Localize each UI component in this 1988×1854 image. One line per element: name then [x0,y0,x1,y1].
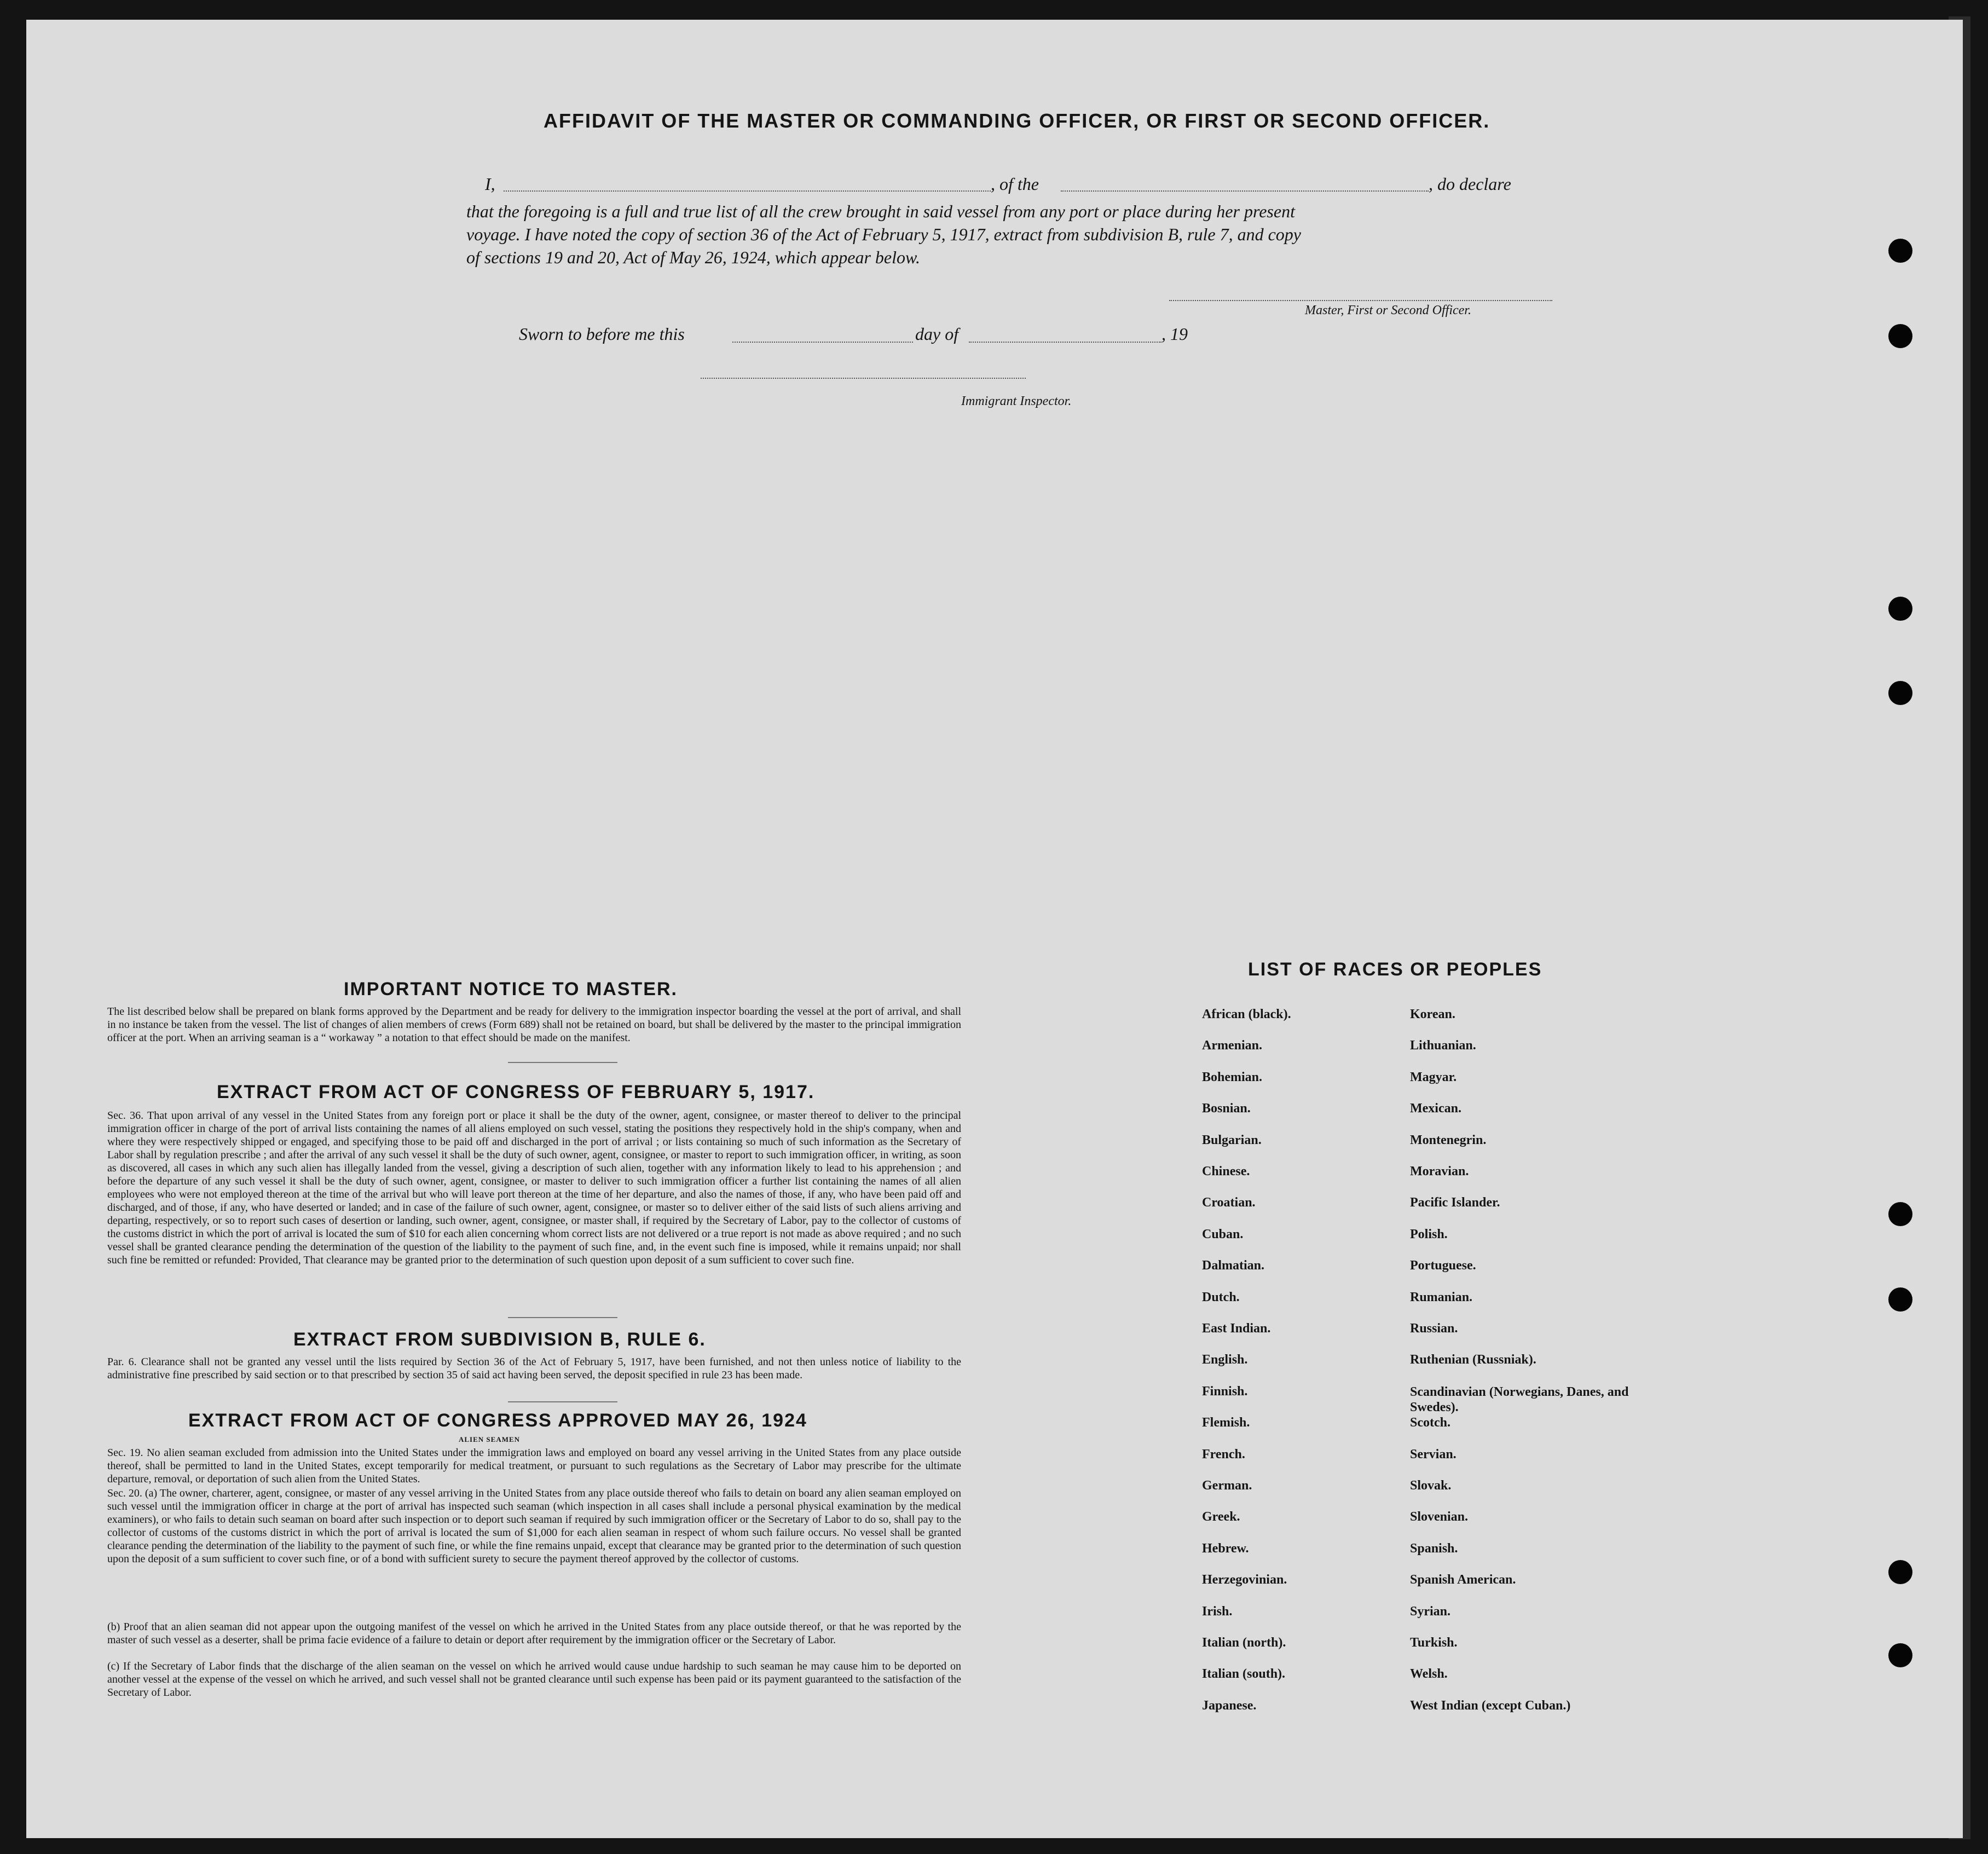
notice-title: IMPORTANT NOTICE TO MASTER. [344,979,678,1000]
extract-1924-sec19: Sec. 19. No alien seaman excluded from admission into the United States under the immigration laws and employed on board any vessel arriving in the United States from any place outside thereof, shall be permitted to land in the United States, except temporarily for medical treatment, or pursuant to such regulations as the Secretary of Labor may prescribe for the ultimate departure, removal, or deportation of such alien from the United States. [107,1447,961,1485]
race-item: Bosnian. [1202,1101,1251,1116]
binder-hole [1888,239,1912,263]
race-item: Ruthenian (Russniak). [1410,1353,1536,1367]
race-item: Herzegovinian. [1202,1573,1287,1587]
race-item: Welsh. [1410,1667,1448,1682]
race-item: German. [1202,1478,1252,1493]
race-item: Mexican. [1410,1101,1461,1116]
race-item: Polish. [1410,1227,1448,1241]
race-item: Armenian. [1202,1038,1262,1053]
affidavit-declare-label: , do declare [1429,174,1511,194]
race-item: Flemish. [1202,1416,1250,1430]
year-label: , 19 [1161,324,1188,344]
race-item: Finnish. [1202,1384,1248,1399]
race-item: Lithuanian. [1410,1038,1476,1053]
race-item: Spanish. [1410,1541,1458,1556]
race-item: Cuban. [1202,1227,1244,1241]
race-item: Scandinavian (Norwegians, Danes, and Swedes). [1410,1384,1629,1414]
affidavit-body-line-2: voyage. I have noted the copy of section 36 of the Act of February 5, 1917, extract from subdivision B, rule 7, and copy [466,224,1301,244]
race-item: Pacific Islander. [1410,1195,1500,1210]
race-item: Italian (south). [1202,1667,1286,1682]
race-item: Portuguese. [1410,1258,1476,1273]
race-item: Bulgarian. [1202,1133,1262,1147]
race-item: Irish. [1202,1604,1233,1619]
extract-1924-subtitle: ALIEN SEAMEN [459,1435,521,1443]
race-item: East Indian. [1202,1321,1271,1336]
day-of-label: day of [915,324,959,344]
extract-rule6-text: Par. 6. Clearance shall not be granted any vessel until the lists required by Section 36 of the Act of February 5, 1917, have been furnished, and not then unless notice of liability to the administrative fine prescribed by said section or to that prescribed by section 35 of said act having been served, the deposit specified in rule 23 has been made. [107,1356,961,1381]
extract-1917-title: EXTRACT FROM ACT OF CONGRESS OF FEBRUARY 5, 1917. [217,1082,815,1102]
manifest-page [26,20,1963,1838]
affidavit-body-line-3: of sections 19 and 20, Act of May 26, 1924, which appear below. [466,247,920,267]
race-item: Montenegrin. [1410,1133,1487,1147]
affidavit-of-the-label: , of the [991,174,1039,194]
inspector-signature-line [701,378,1026,379]
race-item: Slovenian. [1410,1510,1469,1524]
binder-hole [1888,681,1912,705]
affidavit-body-line-1: that the foregoing is a full and true list of all the crew brought in said vessel from any port or place during her present [466,201,1295,221]
binder-hole [1888,324,1912,348]
declarant-name-line [504,190,991,192]
race-item: Turkish. [1410,1636,1458,1650]
race-item: Chinese. [1202,1164,1250,1179]
race-item: Spanish American. [1410,1573,1516,1587]
master-signature-line [1169,300,1552,301]
sworn-day-line [732,342,913,343]
race-item: Syrian. [1410,1604,1451,1619]
race-item: Japanese. [1202,1698,1257,1713]
notice-text: The list described below shall be prepared on blank forms approved by the Department and be ready for delivery to the immigration inspector boarding the vessel at the port of arrival, and shall in no instance be taken from the vessel. The list of changes of alien members of crews (Form 689) shall not be retained on board, but shall be delivered by the master to the principal immigration officer at the port. When an arriving seaman is a “ workaway ” a notation to that effect should be made on the manifest. [107,1006,961,1044]
race-item: Slovak. [1410,1478,1452,1493]
race-item: Moravian. [1410,1164,1469,1179]
races-title: LIST OF RACES OR PEOPLES [1248,959,1542,980]
race-item: Dutch. [1202,1290,1240,1304]
extract-1924-sec20c: (c) If the Secretary of Labor finds that the discharge of the alien seaman on the vessel on which he arrived would cause undue hardship to such seaman he may cause him to be deported on another vessel at the expense of the vessel on which he arrived, and such vessel shall not be granted clearance until such expense has been paid or its payment guaranteed to the satisfaction of the Secretary of Labor. [107,1660,961,1699]
race-item: English. [1202,1353,1248,1367]
extract-rule6-title: EXTRACT FROM SUBDIVISION B, RULE 6. [293,1329,706,1350]
race-item: Russian. [1410,1321,1458,1336]
race-item: Servian. [1410,1447,1457,1462]
race-item: French. [1202,1447,1245,1462]
affidavit-title: AFFIDAVIT OF THE MASTER OR COMMANDING OFFICER, OR FIRST OR SECOND OFFICER. [544,109,1490,132]
binder-hole [1888,1287,1912,1312]
race-item: Dalmatian. [1202,1258,1264,1273]
race-item: African (black). [1202,1007,1291,1021]
binder-hole [1888,597,1912,621]
section-divider-1 [508,1062,617,1063]
race-item: Greek. [1202,1510,1240,1524]
binder-hole [1888,1643,1912,1667]
binder-hole [1888,1560,1912,1584]
sworn-month-line [969,342,1161,343]
race-item: Magyar. [1410,1070,1457,1084]
master-caption: Master, First or Second Officer. [1305,303,1471,317]
extract-1924-title: EXTRACT FROM ACT OF CONGRESS APPROVED MAY 26, 1924 [188,1410,807,1431]
affidavit-i-label: I, [485,174,495,194]
sworn-label: Sworn to before me this [519,324,685,344]
race-item: Bohemian. [1202,1070,1263,1084]
extract-1917-text: Sec. 36. That upon arrival of any vessel in the United States from any foreign port or place it shall be the duty of the owner, agent, consignee, or master thereof to deliver to the principal immigration officer in charge of the port of arrival lists containing the names of all aliens employed on such vessel, stating the positions they respectively hold in the ship's company, when and where they were respectively shipped or engaged, and specifying those to be paid off and discharged in the port of arrival ; or lists containing so much of such information as the Secretary of Labor shall by regulation prescribe ; and after the arrival of any such vessel it shall be the duty of such owner, agent, consignee, or master to report to such immigration officer, in writing, as soon as discovered, all cases in which any such alien has illegally landed from the vessel, giving a description of such alien, together with any information likely to lead to his apprehension ; and before the departure of any such vessel it shall be the duty of such owner, agent, consignee, or master to deliver to such immigration officer a further list containing the names of all alien employees who were not employed thereon at the time of the arrival but who will leave port thereon at the time of her departure, and also the names of those, if any, who have been paid off and discharged, and of those, if any, who have deserted or landed; and in case of the failure of such owner, agent, consignee, or master so to deliver either of the said lists of such aliens arriving and departing, respectively, or so to report such cases of desertion or landing, such owner, agent, consignee, or master shall, if required by the Secretary of Labor, pay to the collector of customs of the customs district in which the port of arrival is located the sum of $10 for each alien concerning whom correct lists are not delivered or a true report is not made as above required ; and no such vessel shall be granted clearance pending the determination of the question of the liability to the payment of such fine, and, in the event such fine is imposed, while it remains unpaid; nor shall such fine be remitted or refunded: Provided, That clearance may be granted prior to the determination of such question upon deposit of a sum sufficient to cover such fine. [107,1110,961,1266]
race-item: West Indian (except Cuban.) [1410,1698,1571,1713]
race-item: Rumanian. [1410,1290,1473,1304]
inspector-caption: Immigrant Inspector. [961,394,1072,408]
race-item: Italian (north). [1202,1636,1286,1650]
extract-1924-sec20a: Sec. 20. (a) The owner, charterer, agent, consignee, or master of any vessel arriving in the United States from any place outside thereof who fails to detain on board any alien seaman employed on such vessel until the immigration officer in charge at the port of arrival has inspected such seaman (which inspection in all cases shall include a personal physical examination by the medical examiners), or who fails to detain such seaman on board after such inspection or to deport such seaman if required by such immigration officer or the Secretary of Labor to do so, shall pay to the collector of customs of the customs district in which the port of arrival is located the sum of $1,000 for each alien seaman in respect of whom such failure occurs. No vessel shall be granted clearance pending the determination of the liability to the payment of such fine, or while the fine remains unpaid, except that clearance may be granted prior to the determination of such question upon the deposit of a sum sufficient to cover such fine, or of a bond with sufficient surety to secure the payment thereof approved by the collector of customs. [107,1487,961,1565]
race-item: Hebrew. [1202,1541,1249,1556]
vessel-name-line [1061,190,1429,192]
binder-hole [1888,1202,1912,1226]
extract-1924-sec20b: (b) Proof that an alien seaman did not appear upon the outgoing manifest of the vessel on which he arrived in the United States from any place outside thereof, or that he was reported by the master of such vessel as a deserter, shall be prima facie evidence of a failure to detain or deport after requirement by the immigration officer or the Secretary of Labor. [107,1621,961,1646]
section-divider-3 [508,1401,617,1402]
race-item: Scotch. [1410,1416,1450,1430]
section-divider-2 [508,1317,617,1318]
race-item: Korean. [1410,1007,1455,1021]
race-item: Croatian. [1202,1195,1256,1210]
